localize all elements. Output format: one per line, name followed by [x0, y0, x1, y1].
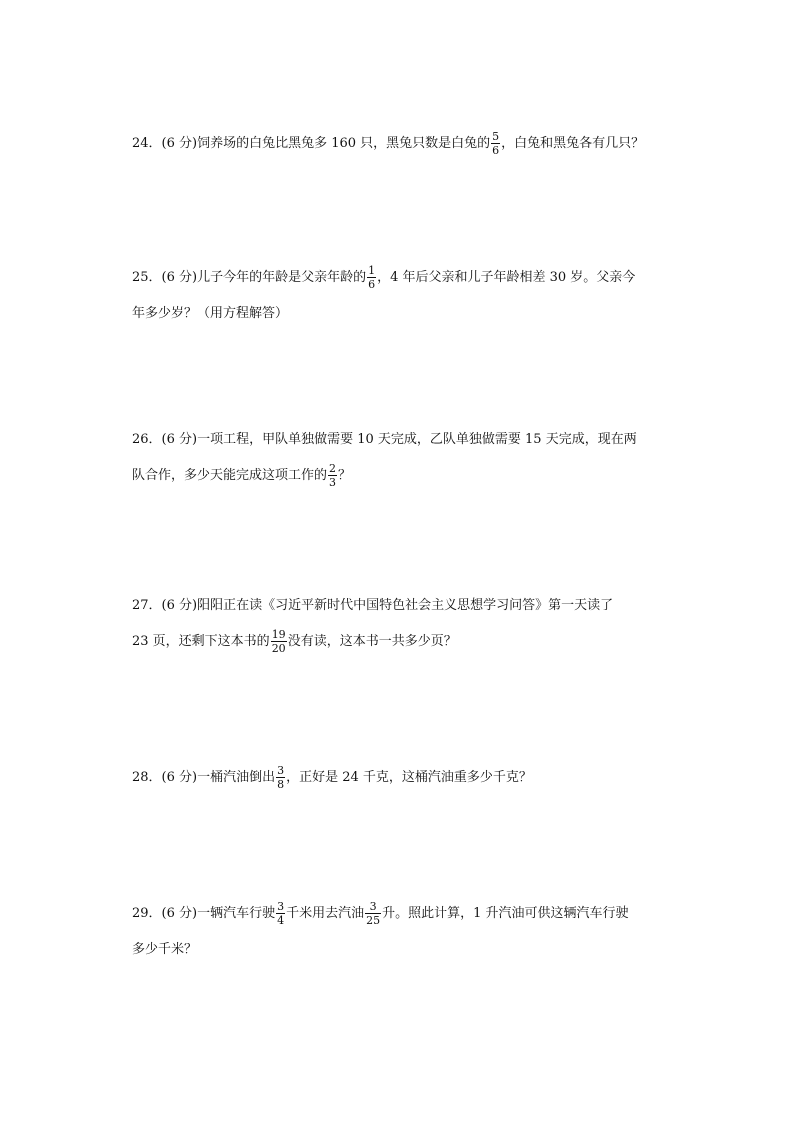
question-text: ，4 年后父亲和儿子年龄相差 30 岁。父亲今 — [377, 270, 636, 285]
fraction-numerator: 2 — [329, 462, 337, 475]
fraction-numerator: 5 — [492, 130, 500, 143]
question-text: 千米用去汽油 — [286, 906, 365, 921]
fraction-numerator: 3 — [369, 900, 377, 913]
question-26 — [132, 422, 662, 494]
question-text: 29．(6 分)一辆汽车行驶 — [132, 906, 276, 921]
question-line — [132, 260, 662, 296]
question-27 — [132, 588, 662, 660]
fraction — [367, 264, 376, 291]
question-text: 26．(6 分)一项工程，甲队单独做需要 10 天完成，乙队单独做需要 15 天完成，现在两 — [132, 432, 637, 447]
fraction — [491, 130, 500, 157]
question-line — [132, 458, 662, 494]
fraction-numerator: 3 — [277, 900, 285, 913]
question-text: 没有读，这本书一共多少页？ — [287, 634, 457, 649]
question-line — [132, 126, 662, 162]
fraction-denominator: 6 — [368, 278, 376, 291]
fraction — [271, 628, 287, 655]
question-text: 25．(6 分)儿子今年的年龄是父亲年龄的 — [132, 270, 367, 285]
question-text: 队合作，多少天能完成这项工作的 — [132, 468, 328, 483]
question-line — [132, 624, 662, 660]
question-text: 23 页，还剩下这本书的 — [132, 634, 270, 649]
question-line — [132, 760, 662, 796]
fraction-denominator: 25 — [366, 914, 381, 927]
fraction-numerator: 1 — [368, 264, 376, 277]
question-28 — [132, 760, 662, 796]
question-line — [132, 588, 662, 624]
question-text: 24．(6 分)饲养场的白兔比黑兔多 160 只，黑兔只数是白兔的 — [132, 136, 491, 151]
fraction-denominator: 8 — [277, 778, 285, 791]
fraction-numerator: 19 — [271, 628, 286, 641]
question-text: 多少千米？ — [132, 942, 198, 957]
question-25 — [132, 260, 662, 332]
fraction — [365, 900, 381, 927]
fraction — [276, 900, 285, 927]
fraction — [328, 462, 337, 489]
fraction — [276, 764, 285, 791]
fraction-denominator: 3 — [329, 476, 337, 489]
question-line — [132, 422, 662, 458]
question-line — [132, 296, 662, 332]
fraction-denominator: 4 — [277, 914, 285, 927]
question-text: 年多少岁？（用方程解答） — [132, 306, 289, 321]
question-text: ，正好是 24 千克，这桶汽油重多少千克？ — [286, 770, 532, 785]
question-text: 27．(6 分)阳阳正在读《习近平新时代中国特色社会主义思想学习问答》第一天读了 — [132, 598, 614, 613]
question-text: ？ — [338, 468, 352, 483]
question-line — [132, 896, 662, 932]
question-24 — [132, 126, 662, 162]
fraction-denominator: 20 — [271, 642, 286, 655]
question-text: 28．(6 分)一桶汽油倒出 — [132, 770, 276, 785]
question-text: ，白兔和黑兔各有几只？ — [501, 136, 645, 151]
question-line — [132, 932, 662, 968]
question-text: 升。照此计算，1 升汽油可供这辆汽车行驶 — [382, 906, 629, 921]
question-29 — [132, 896, 662, 968]
fraction-denominator: 6 — [492, 144, 500, 157]
fraction-numerator: 3 — [277, 764, 285, 777]
